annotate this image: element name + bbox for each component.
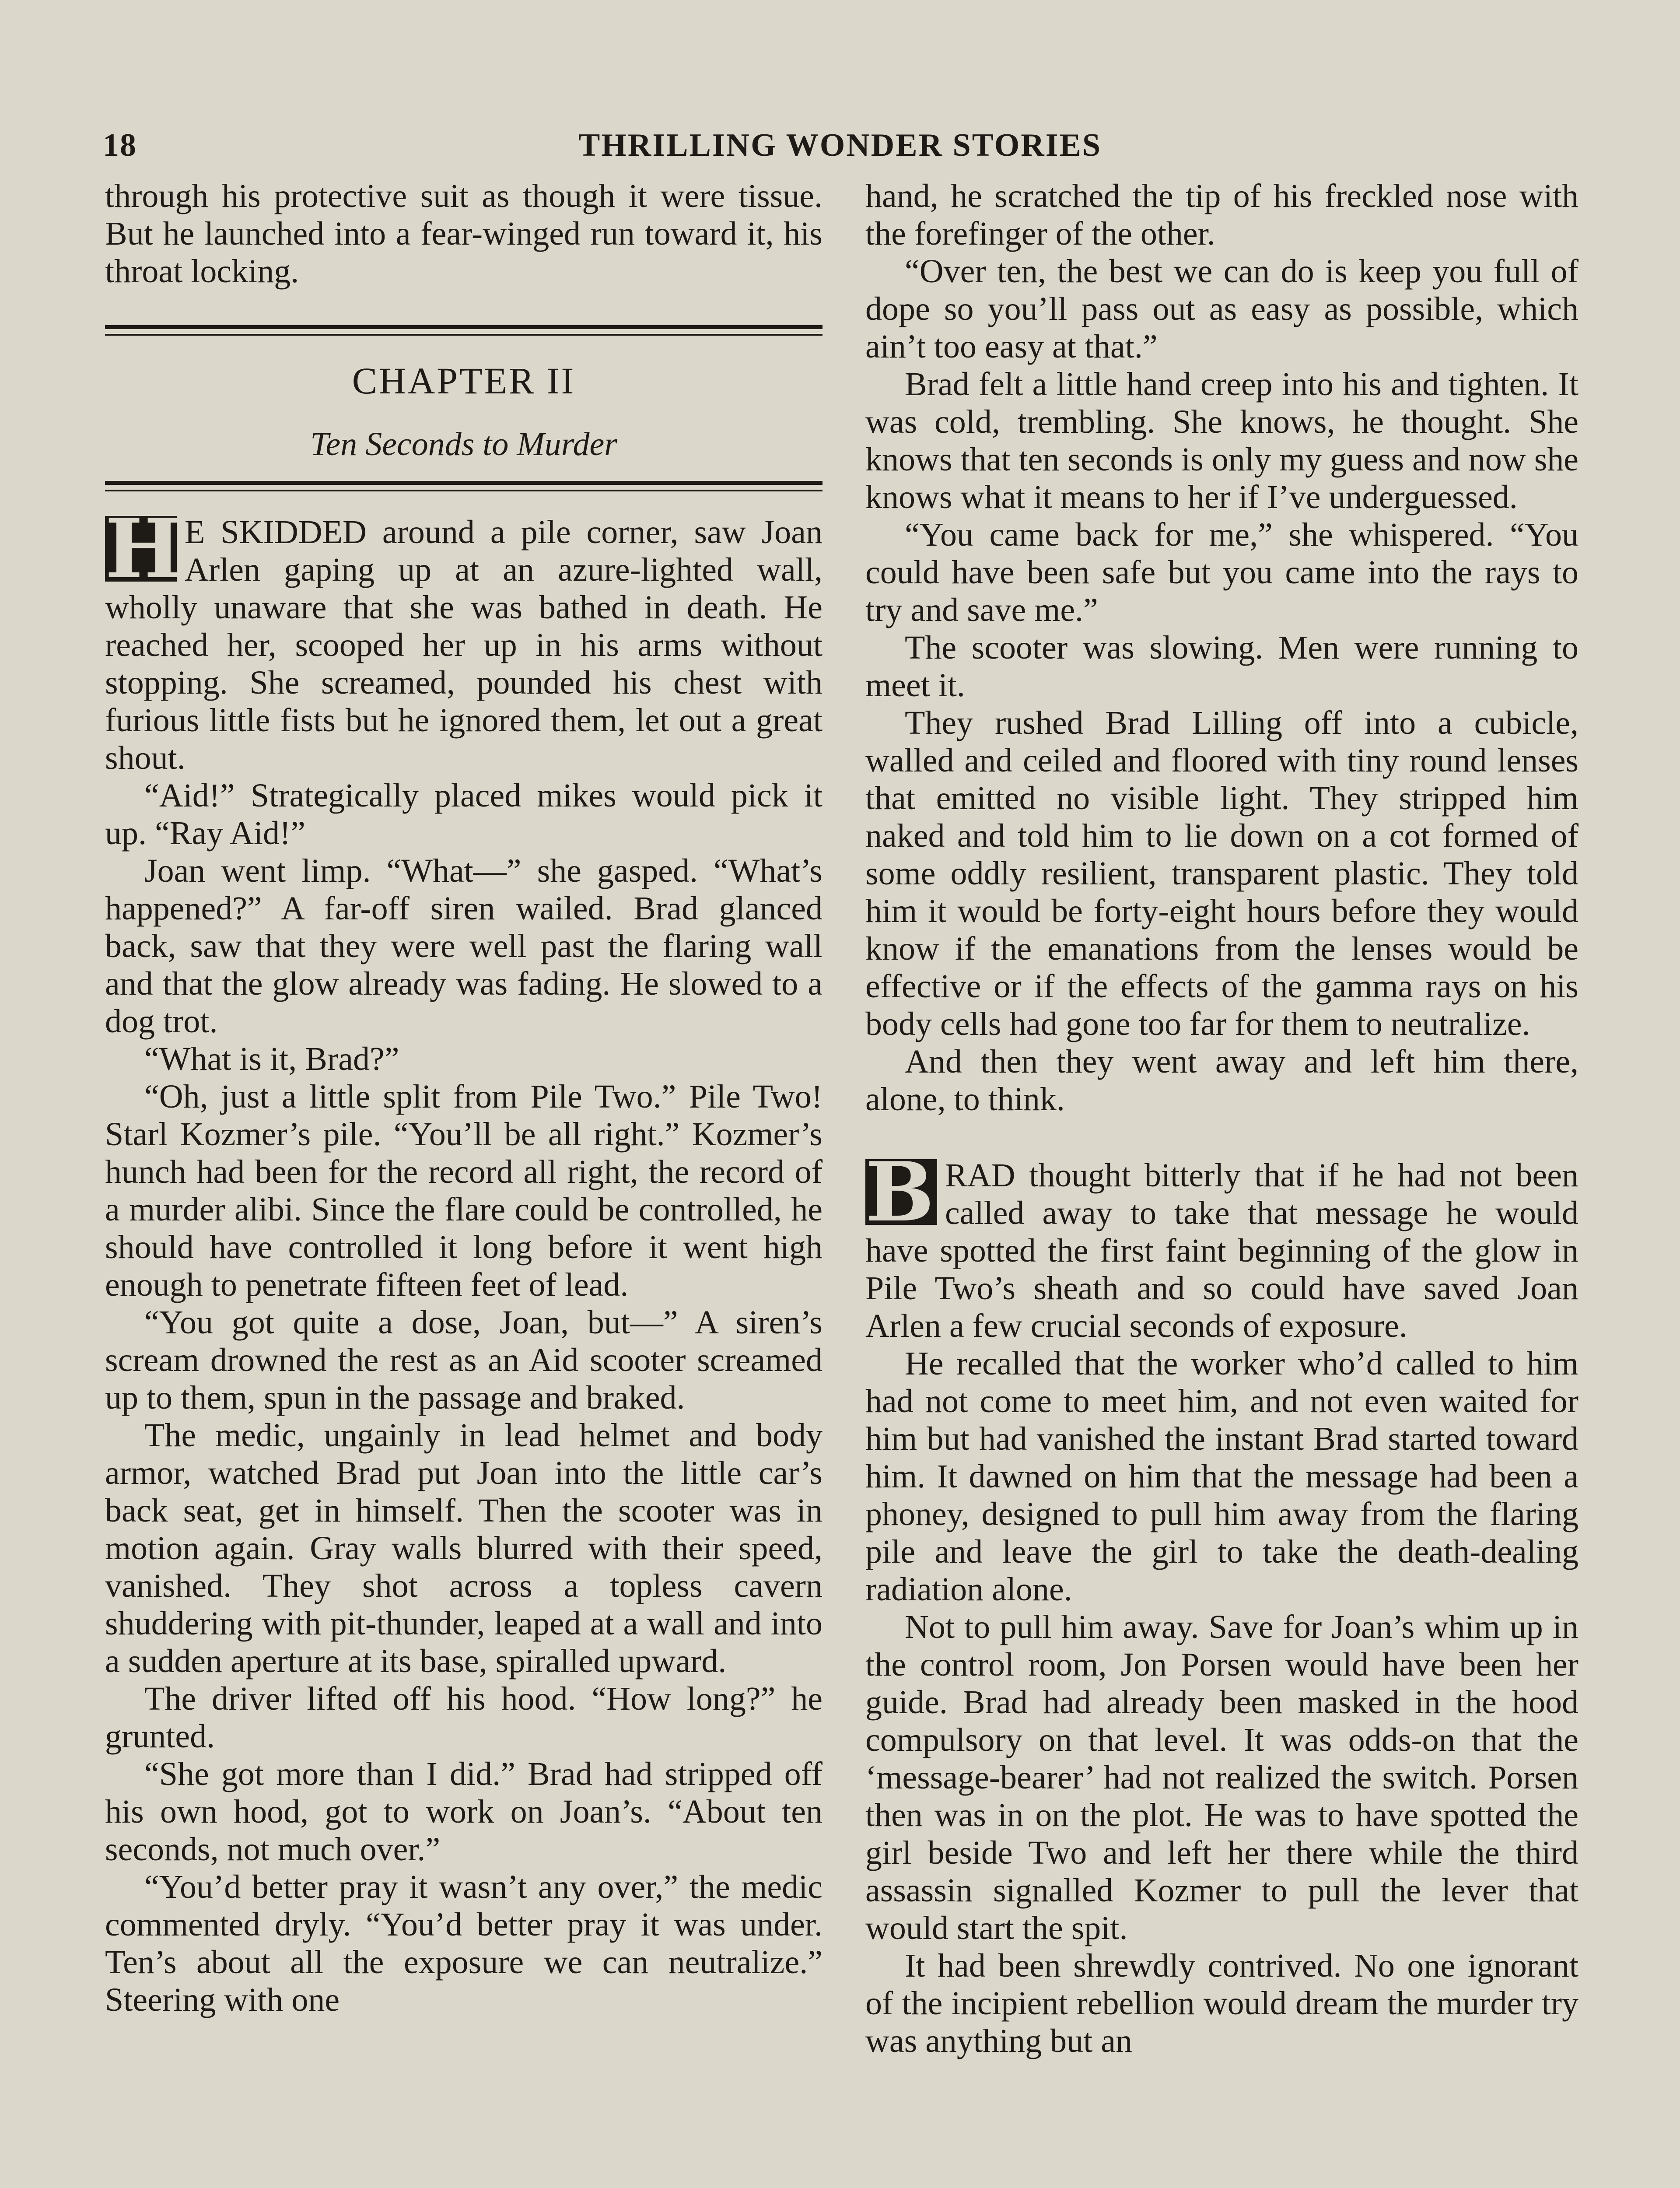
running-title: THRILLING WONDER STORIES: [578, 127, 1102, 163]
paragraph: through his protective suit as though it were tissue. But he launched into a fear-winged run toward it, his throat locking.: [105, 178, 822, 290]
paragraph: The medic, ungainly in lead helmet and body armor, watched Brad put Joan into the little car’s back seat, get in himself. Then the scooter was in motion again. Gray walls blurred with their speed, vanished. They shot across a topless cavern shuddering with pit-thunder, leaped at a wall and into a sudden aperture at its base, spiralled upward.: [105, 1417, 822, 1680]
page-number: 18: [103, 127, 137, 163]
paragraph: hand, he scratched the tip of his freckled nose with the forefinger of the other.: [865, 178, 1578, 252]
double-rule-divider: [105, 481, 822, 491]
drop-cap: H: [105, 501, 182, 596]
chapter-title: CHAPTER II: [352, 360, 576, 402]
paragraph: They rushed Brad Lilling off into a cubicle, walled and ceiled and floored with tiny round lenses that emitted no visible light. They stripped him naked and told him to lie down on a cot formed of some oddly resilient, transparent plastic. They told him it would be forty-eight hours before they would know if the emanations from the lenses would be effective or if the effects of the gamma rays on his body cells had gone too far for them to neutralize.: [865, 705, 1578, 1042]
paragraph: Not to pull him away. Save for Joan’s whim up in the control room, Jon Porsen would have been her guide. Brad had already been masked in the hood compulsory on that level. It was odds-on that the ‘message-bearer’ had not realized the switch. Porsen then was in on the plot. He was to have spotted the girl beside Two and left her there while the third assassin signalled Kozmer to pull the lever that would start the spit.: [865, 1609, 1578, 1946]
left-column: [105, 177, 822, 2019]
paragraph: The driver lifted off his hood. “How long?” he grunted.: [105, 1680, 822, 1755]
chapter-heading: [105, 336, 822, 481]
opening-paragraph: [105, 501, 822, 777]
paragraph: “Over ten, the best we can do is keep you full of dope so you’ll pass out as easy as possible, which ain’t too easy at that.”: [865, 253, 1578, 365]
paragraph: Brad felt a little hand creep into his and tighten. It was cold, trembling. She knows, he thought. She knows that ten seconds is only my guess and now she knows what it means to her if I’ve underguessed.: [865, 366, 1578, 515]
paragraph: It had been shrewdly contrived. No one ignorant of the incipient rebellion would dream the murder try was anything but an: [865, 1947, 1578, 2059]
paragraph: “She got more than I did.” Brad had stripped off his own hood, got to work on Joan’s. “About ten seconds, not much over.”: [105, 1756, 822, 1868]
paragraph: The scooter was slowing. Men were running to meet it.: [865, 629, 1578, 704]
paragraph: “You got quite a dose, Joan, but—” A siren’s scream drowned the rest as an Aid scooter screamed up to them, spun in the passage and braked.: [105, 1304, 822, 1416]
right-column: [865, 177, 1578, 2060]
paragraph: “You came back for me,” she whispered. “You could have been safe but you came into the rays to try and save me.”: [865, 516, 1578, 628]
page-header: [103, 127, 1577, 175]
paragraph: “Oh, just a little split from Pile Two.” Pile Two! Starl Kozmer’s pile. “You’ll be all right.” Kozmer’s hunch had been for the record all right, the record of a murder alibi. Since the flare could be controlled, he should have controlled it long before it went high enough to penetrate fifteen feet of lead.: [105, 1078, 822, 1303]
paragraph: And then they went away and left him there, alone, to think.: [865, 1043, 1578, 1118]
section-break: [865, 1118, 1578, 1157]
paragraph: “What is it, Brad?”: [144, 1041, 399, 1077]
drop-cap: B: [865, 1159, 937, 1225]
paragraph: Joan went limp. “What—” she gasped. “What’s happened?” A far-off siren wailed. Brad glanced back, saw that they were well past the flaring wall and that the glow already was fading. He slowed to a dog trot.: [105, 852, 822, 1040]
opening-paragraph: [865, 1144, 1578, 1345]
paragraph-text: RAD thought bitterly that if he had not been called away to take that message he would have spotted the first faint beginning of the glow in Pile Two’s sheath and so could have saved Joan Arlen a few crucial seconds of exposure.: [865, 1157, 1578, 1344]
paragraph: “Aid!” Strategically placed mikes would pick it up. “Ray Aid!”: [105, 777, 822, 852]
paragraph-text: E SKIDDED around a pile corner, saw Joan Arlen gaping up at an azure-lighted wall, wholly unaware that she was bathed in death. He reached her, scooped her up in his arms without stopping. She screamed, pounded his chest with furious little fists but he ignored them, let out a great shout.: [105, 514, 822, 776]
paragraph: “You’d better pray it wasn’t any over,” the medic commented dryly. “You’d better pray it was under. Ten’s about all the exposure we can neutralize.” Steering with one: [105, 1869, 822, 2018]
double-rule-divider: [105, 325, 822, 336]
chapter-subtitle: Ten Seconds to Murder: [310, 426, 617, 463]
paragraph: He recalled that the worker who’d called to him had not come to meet him, and not even waited for him but had vanished the instant Brad started toward him. It dawned on him that the message had been a phoney, designed to pull him away from the flaring pile and leave the girl to take the death-dealing radiation alone.: [865, 1345, 1578, 1608]
